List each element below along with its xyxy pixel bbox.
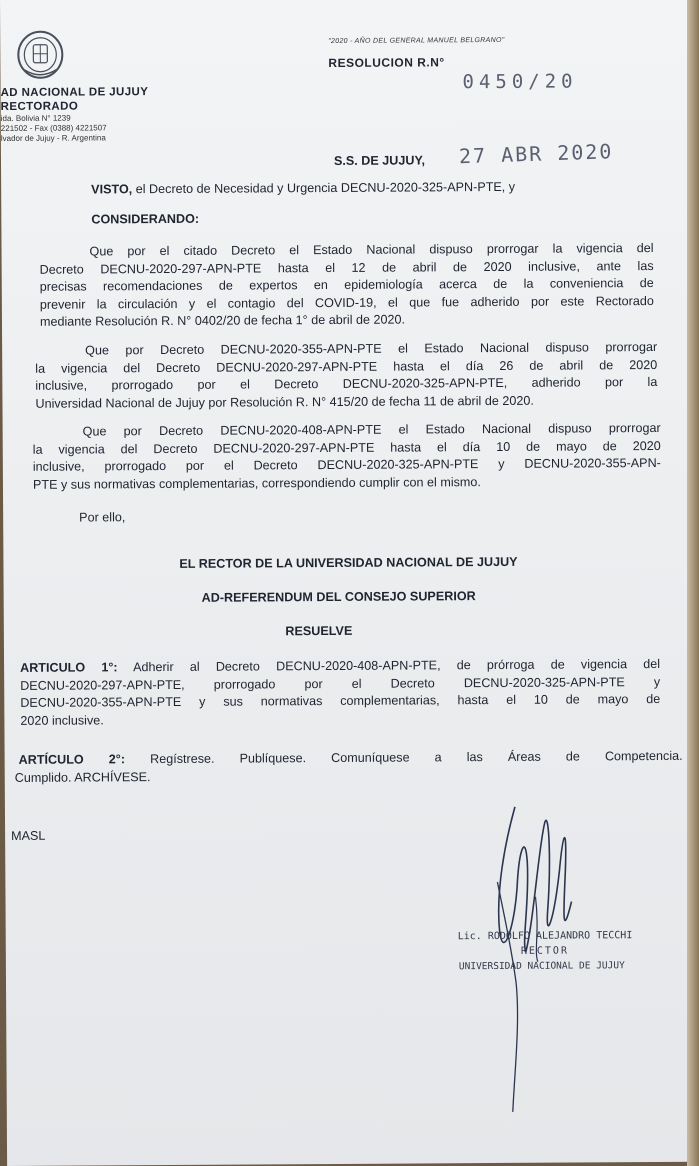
paragraph-line: Universidad Nacional de Jujuy por Resolución R. N° 415/20 de fecha 11 de abril de 2020. bbox=[35, 393, 534, 411]
date-stamp: 27 ABR 2020 bbox=[458, 139, 614, 169]
articulo-2-text: Regístrese. Publíquese. Comuníquese a las Áreas de Competencia. bbox=[150, 748, 683, 767]
rector-heading: EL RECTOR DE LA UNIVERSIDAD NACIONAL DE JUJUY bbox=[179, 554, 518, 571]
considerando-label: CONSIDERANDO: bbox=[91, 211, 200, 227]
resolution-number-stamp: 0450/20 bbox=[462, 70, 578, 94]
paragraph-line: la vigencia del Decreto DECNU-2020-297-APN-PTE hasta el día 26 de abril de 2020 bbox=[35, 357, 658, 376]
paragraph-line: inclusive, prorrogado por el Decreto DECNU-2020-325-APN-PTE y DECNU-2020-355-APN- bbox=[32, 455, 661, 474]
institution-address bbox=[1, 113, 107, 144]
ad-referendum-heading: AD-REFERENDUM DEL CONSEJO SUPERIOR bbox=[201, 589, 476, 605]
paragraph-line: prevenir la circulación y el contagio del COVID-19, el que fue adherido por este Rectorado bbox=[39, 293, 654, 312]
paragraph-line: PTE y sus normativas complementarias, correspondiendo cumplir con el mismo. bbox=[32, 474, 481, 492]
articulo-1-label: ARTICULO 1°: bbox=[20, 660, 118, 675]
paragraph-line: mediante Resolución R. N° 0402/20 de fecha 1° de abril de 2020. bbox=[39, 312, 406, 329]
articulo-1-line: 2020 inclusive. bbox=[20, 712, 104, 728]
por-ello: Por ello, bbox=[79, 510, 126, 525]
visto-line bbox=[91, 180, 515, 197]
paragraph-line: Que por Decreto DECNU-2020-408-APN-PTE el Estado Nacional dispuso prorrogar bbox=[82, 420, 661, 439]
place-label: S.S. DE JUJUY, bbox=[333, 153, 426, 168]
considerando-paragraph-1 bbox=[39, 240, 654, 331]
articulo-1 bbox=[20, 656, 660, 730]
articulo-2-line: Cumplido. ARCHÍVESE. bbox=[14, 769, 151, 785]
articulo-1-text: Adherir al Decreto DECNU-2020-408-APN-PTE, de prórroga de vigencia del bbox=[133, 656, 661, 675]
paragraph-line: Decreto DECNU-2020-297-APN-PTE hasta el 12 de abril de 2020 inclusive, ante las bbox=[39, 258, 654, 277]
address-line2: 221502 - Fax (0388) 4221507 bbox=[0, 123, 107, 133]
initials: MASL bbox=[11, 828, 46, 843]
paragraph-line: Que por Decreto DECNU-2020-355-APN-PTE el Estado Nacional dispuso prorrogar bbox=[85, 339, 658, 358]
resuelve-heading: RESUELVE bbox=[285, 623, 353, 639]
signature-name: Lic. RODOLFO ALEJANDRO TECCHI bbox=[457, 930, 633, 943]
address-line1: ida. Bolivia N° 1239 bbox=[0, 113, 71, 123]
paragraph-line: la vigencia del Decreto DECNU-2020-297-APN-PTE hasta el día 10 de mayo de 2020 bbox=[32, 438, 661, 457]
articulo-1-line: DECNU-2020-355-APN-PTE y sus normativas complementarias, hasta el 10 de mayo de bbox=[20, 691, 661, 710]
articulo-1-line: DECNU-2020-297-APN-PTE, prorrogado por el Decreto DECNU-2020-325-APN-PTE y bbox=[20, 674, 661, 693]
articulo-2-label: ARTÍCULO 2°: bbox=[18, 752, 126, 767]
year-motto: "2020 - AÑO DEL GENERAL MANUEL BELGRANO" bbox=[328, 36, 505, 45]
considerando-paragraph-2 bbox=[35, 339, 657, 413]
paragraph-line: Que por el citado Decreto el Estado Nacional dispuso prorrogar la vigencia del bbox=[89, 241, 654, 259]
institution-name bbox=[1, 85, 149, 114]
paper-edge-shadow bbox=[687, 0, 699, 1166]
signature-title: RECTOR bbox=[520, 945, 569, 957]
institution-line1: AD NACIONAL DE JUJUY bbox=[0, 86, 149, 99]
considerando-paragraph-3 bbox=[33, 420, 661, 494]
visto-text: el Decreto de Necesidad y Urgencia DECNU-2020-325-APN-PTE, y bbox=[135, 179, 516, 197]
university-seal-icon bbox=[16, 30, 64, 80]
articulo-2 bbox=[14, 748, 683, 787]
address-line3: lvador de Jujuy - R. Argentina bbox=[0, 133, 106, 143]
visto-label: VISTO, bbox=[91, 182, 133, 197]
resolution-label: RESOLUCION R.N° bbox=[328, 55, 445, 70]
signature-institution: UNIVERSIDAD NACIONAL DE JUJUY bbox=[458, 960, 625, 973]
institution-line2: RECTORADO bbox=[0, 100, 79, 113]
paragraph-line: inclusive, prorrogado por el Decreto DECNU-2020-325-APN-PTE, adherido por la bbox=[35, 374, 658, 393]
paragraph-line: precisas recomendaciones de expertos en epidemiología acerca de la conveniencia de bbox=[39, 276, 654, 294]
